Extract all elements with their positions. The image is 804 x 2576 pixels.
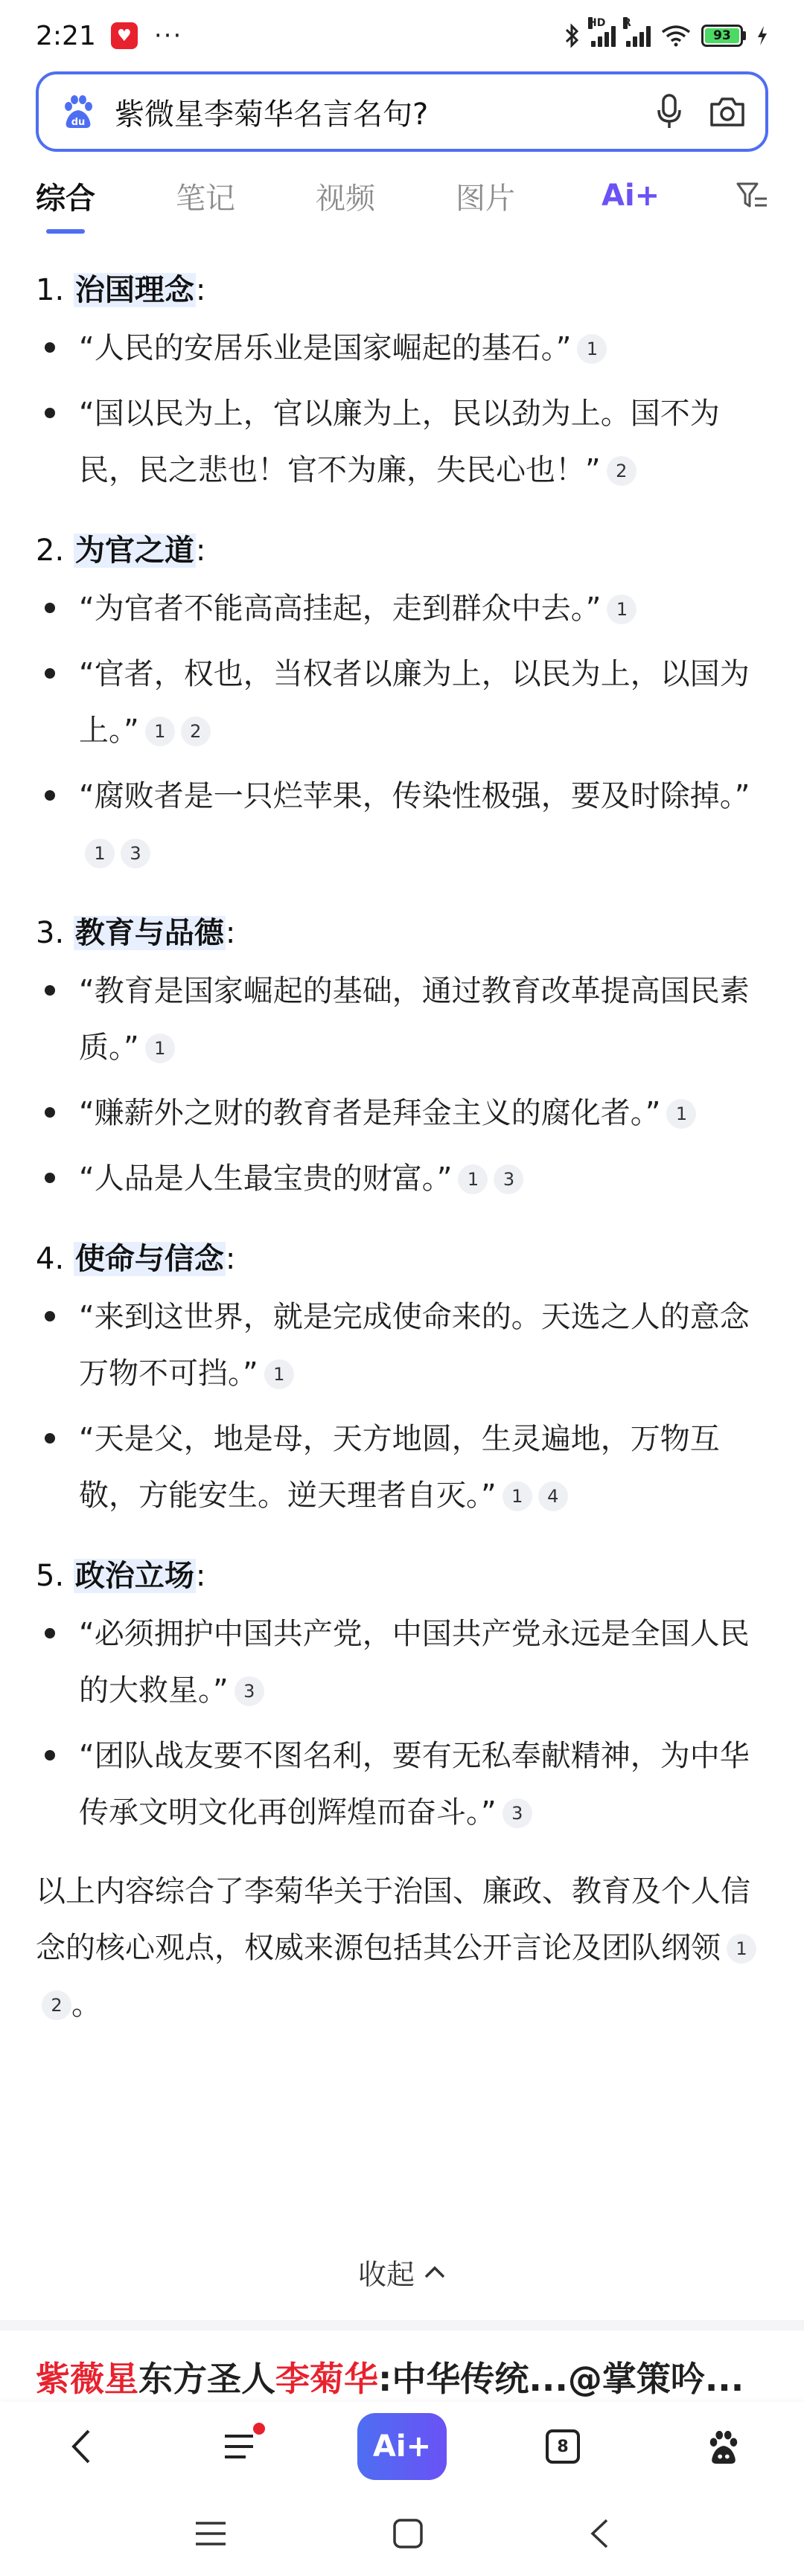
search-result-title[interactable]: 紫薇星东方圣人李菊华:中华传统...@掌策吟...	[36, 2359, 744, 2399]
bluetooth-icon	[564, 23, 581, 48]
tab-count-badge: 8	[546, 2429, 580, 2464]
section-4	[36, 1229, 768, 1524]
citation-badge[interactable]: 3	[234, 1676, 264, 1706]
tab-images[interactable]: 图片	[456, 181, 515, 216]
baidu-home-button[interactable]	[679, 2409, 768, 2484]
ai-answer-content	[36, 260, 768, 2033]
search-query-text[interactable]: 紫微星李菊华名言名句?	[115, 97, 429, 132]
section-2	[36, 521, 768, 881]
citation-badge[interactable]: 3	[494, 1164, 523, 1194]
wifi-icon	[661, 25, 691, 47]
citation-badge[interactable]: 1	[666, 1099, 696, 1129]
section-title: 3. 教育与品德:	[36, 916, 236, 950]
bottom-navigation	[0, 2402, 804, 2491]
menu-icon	[223, 2432, 259, 2461]
search-tabs	[0, 162, 804, 229]
tab-comprehensive[interactable]: 综合	[36, 175, 95, 217]
ai-assistant-button[interactable]	[357, 2409, 447, 2484]
more-notifications-icon: ···	[153, 21, 183, 51]
section-divider	[0, 2320, 804, 2330]
citation-badge[interactable]: 1	[607, 595, 636, 624]
citation-badge[interactable]: 3	[121, 839, 150, 868]
recent-apps-icon[interactable]	[194, 2520, 227, 2547]
battery-icon	[701, 25, 746, 47]
citation-badge[interactable]: 1	[145, 1034, 175, 1063]
collapse-label: 收起	[357, 2258, 415, 2291]
chevron-up-icon	[424, 2264, 446, 2279]
list-item: “人品是人生最宝贵的财富。” 1 3	[36, 1150, 768, 1207]
tab-ai[interactable]: Ai+	[602, 179, 660, 213]
status-icons	[564, 17, 768, 48]
list-item: “教育是国家崛起的基础，通过教育改革提高国民素质。” 1	[36, 963, 768, 1076]
signal-strength-icon-2: R	[626, 25, 651, 47]
charging-icon	[756, 25, 768, 46]
section-title: 2. 为官之道:	[36, 534, 206, 568]
citation-badge[interactable]: 2	[607, 456, 636, 486]
home-icon[interactable]	[392, 2518, 424, 2549]
citation-badge[interactable]: 4	[538, 1481, 568, 1511]
system-navigation-bar	[0, 2491, 804, 2576]
search-box[interactable]	[36, 71, 768, 152]
notification-dot	[253, 2423, 265, 2435]
menu-button[interactable]	[197, 2409, 286, 2484]
list-item: “为官者不能高高挂起，走到群众中去。” 1	[36, 580, 768, 637]
battery-level: 93	[705, 28, 739, 43]
list-item: “必须拥护中国共产党，中国共产党永远是全国人民的大救星。” 3	[36, 1606, 768, 1719]
citation-badge[interactable]: 1	[458, 1164, 488, 1194]
baidu-paw-icon	[705, 2428, 742, 2465]
citation-badge[interactable]: 1	[727, 1934, 756, 1964]
tab-notes[interactable]: 笔记	[176, 181, 235, 216]
system-back-icon[interactable]	[589, 2518, 610, 2549]
citation-badge[interactable]: 1	[264, 1359, 294, 1389]
microphone-icon[interactable]	[657, 94, 682, 129]
section-3	[36, 903, 768, 1207]
list-item: “团队战友要不图名利，要有无私奉献精神，为中华传承文明文化再创辉煌而奋斗。” 3	[36, 1728, 768, 1841]
citation-badge[interactable]: 3	[502, 1798, 532, 1828]
baidu-paw-icon	[58, 92, 98, 132]
ai-assistant-label: Ai+	[357, 2413, 447, 2480]
summary-paragraph: 以上内容综合了李菊华关于治国、廉政、教育及个人信念的核心观点，权威来源包括其公开言论及团队纲领 12 。	[36, 1863, 768, 2033]
list-item: “人民的安居乐业是国家崛起的基石。” 1	[36, 320, 768, 377]
svg-text:du: du	[71, 117, 86, 128]
section-1	[36, 260, 768, 499]
signal-strength-icon: HD	[591, 25, 616, 47]
tab-videos[interactable]: 视频	[316, 181, 375, 216]
camera-icon[interactable]	[709, 95, 746, 128]
citation-badge[interactable]: 1	[145, 717, 175, 746]
citation-badge[interactable]: 2	[42, 1990, 71, 2020]
citation-badge[interactable]: 1	[502, 1481, 532, 1511]
back-button[interactable]	[36, 2409, 125, 2484]
section-5	[36, 1546, 768, 1841]
list-item: “官者，权也，当权者以廉为上，以民为上，以国为上。” 1 2	[36, 646, 768, 759]
section-title: 5. 政治立场:	[36, 1559, 206, 1593]
collapse-button[interactable]	[0, 2246, 804, 2298]
section-title: 1. 治国理念:	[36, 273, 206, 307]
citation-badge[interactable]: 1	[85, 839, 115, 868]
tabs-button[interactable]	[518, 2409, 607, 2484]
section-title: 4. 使命与信念:	[36, 1242, 236, 1276]
list-item: “赚薪外之财的教育者是拜金主义的腐化者。” 1	[36, 1085, 768, 1141]
list-item: “来到这世界，就是完成使命来的。天选之人的意念万物不可挡。” 1	[36, 1289, 768, 1402]
citation-badge[interactable]: 2	[181, 717, 211, 746]
notification-app-icon: ♥	[111, 22, 138, 49]
list-item: “天是父，地是母，天方地圆，生灵遍地，万物互敬，方能安生。逆天理者自灭。” 1 4	[36, 1411, 768, 1524]
citation-badge[interactable]: 1	[577, 334, 607, 364]
chevron-left-icon	[69, 2428, 92, 2465]
status-bar	[0, 0, 804, 71]
list-item: “腐败者是一只烂苹果，传染性极强，要及时除掉。”1 3	[36, 768, 768, 881]
status-time: 2:21	[36, 20, 96, 51]
filter-icon[interactable]	[736, 181, 768, 211]
list-item: “国以民为上，官以廉为上，民以劲为上。国不为民，民之悲也！官不为廉，失民心也！” 2	[36, 385, 768, 499]
